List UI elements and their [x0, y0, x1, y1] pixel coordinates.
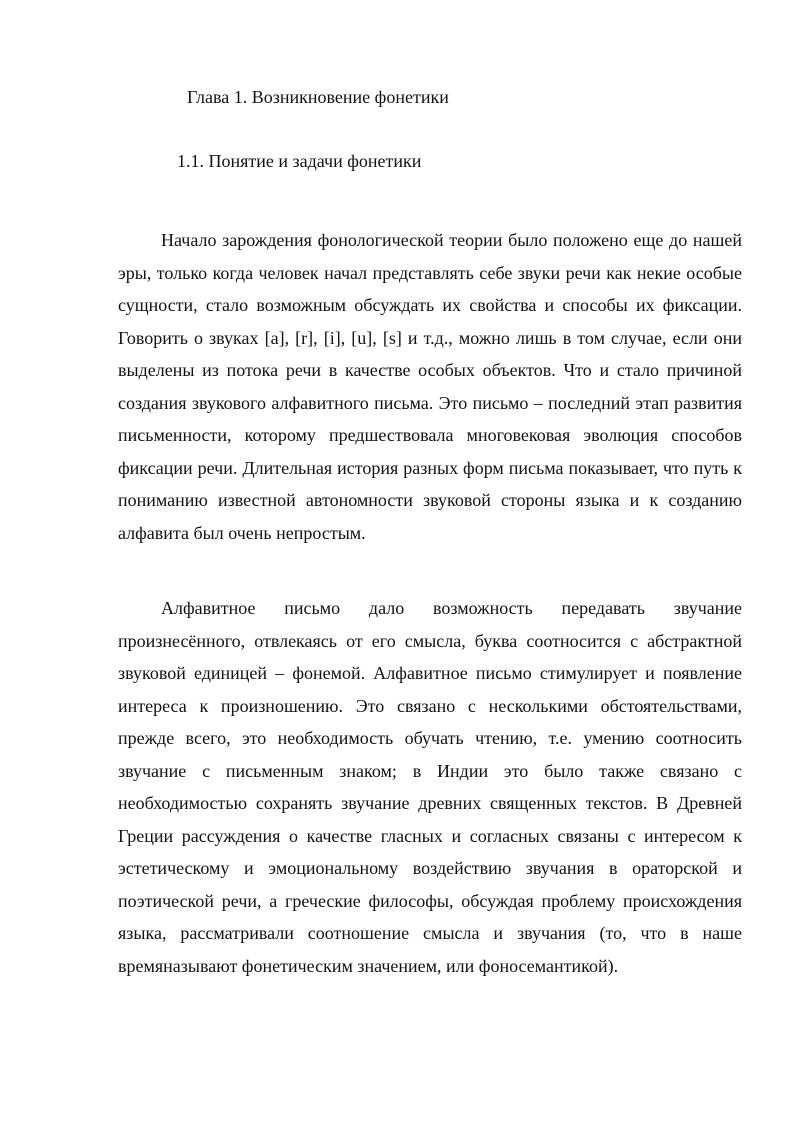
body-paragraph-1: Начало зарождения фонологической теории было положено еще до нашей эры, только когда человек начал представлять себе звуки речи как некие особые сущности, стало возможным обсуждать их свойства и способы их фиксации. Говорить о звуках [a], [r], [i], [u], [s] и т.д., можно лишь в том случае, если они выделены из потока речи в качестве особых объектов. Что и стало причиной создания звукового алфавитного письма. Это письмо – последний этап развития письменности, которому предшествовала многовековая эволюция способов фиксации речи. Длительная история разных форм письма показывает, что путь к пониманию известной автономности звуковой стороны языка и к созданию алфавита был очень непростым.	[118, 230, 742, 543]
section-title: 1.1. Понятие и задачи фонетики	[177, 151, 422, 171]
chapter-title: Глава 1. Возникновение фонетики	[187, 87, 449, 107]
body-paragraph-2: Алфавитное письмо дало возможность передавать звучание произнесённого, отвлекаясь от его смысла, буква соотносится с абстрактной звуковой единицей – фонемой. Алфавитное письмо стимулирует и появление интереса к произношению. Это связано с несколькими обстоятельствами, прежде всего, это необходимость обучать чтению, т.е. умению соотносить звучание с письменным знаком; в Индии это было также связано с необходимостью сохранять звучание древних священных текстов. В Древней Греции рассуждения о качестве гласных и согласных связаны с интересом к эстетическому и эмоциональному воздействию звучания в ораторской и поэтической речи, а греческие философы, обсуждая проблему происхождения языка, рассматривали соотношение смысла и звучания (то, что в наше времяназывают фонетическим значением, или фоносемантикой).	[118, 598, 742, 976]
